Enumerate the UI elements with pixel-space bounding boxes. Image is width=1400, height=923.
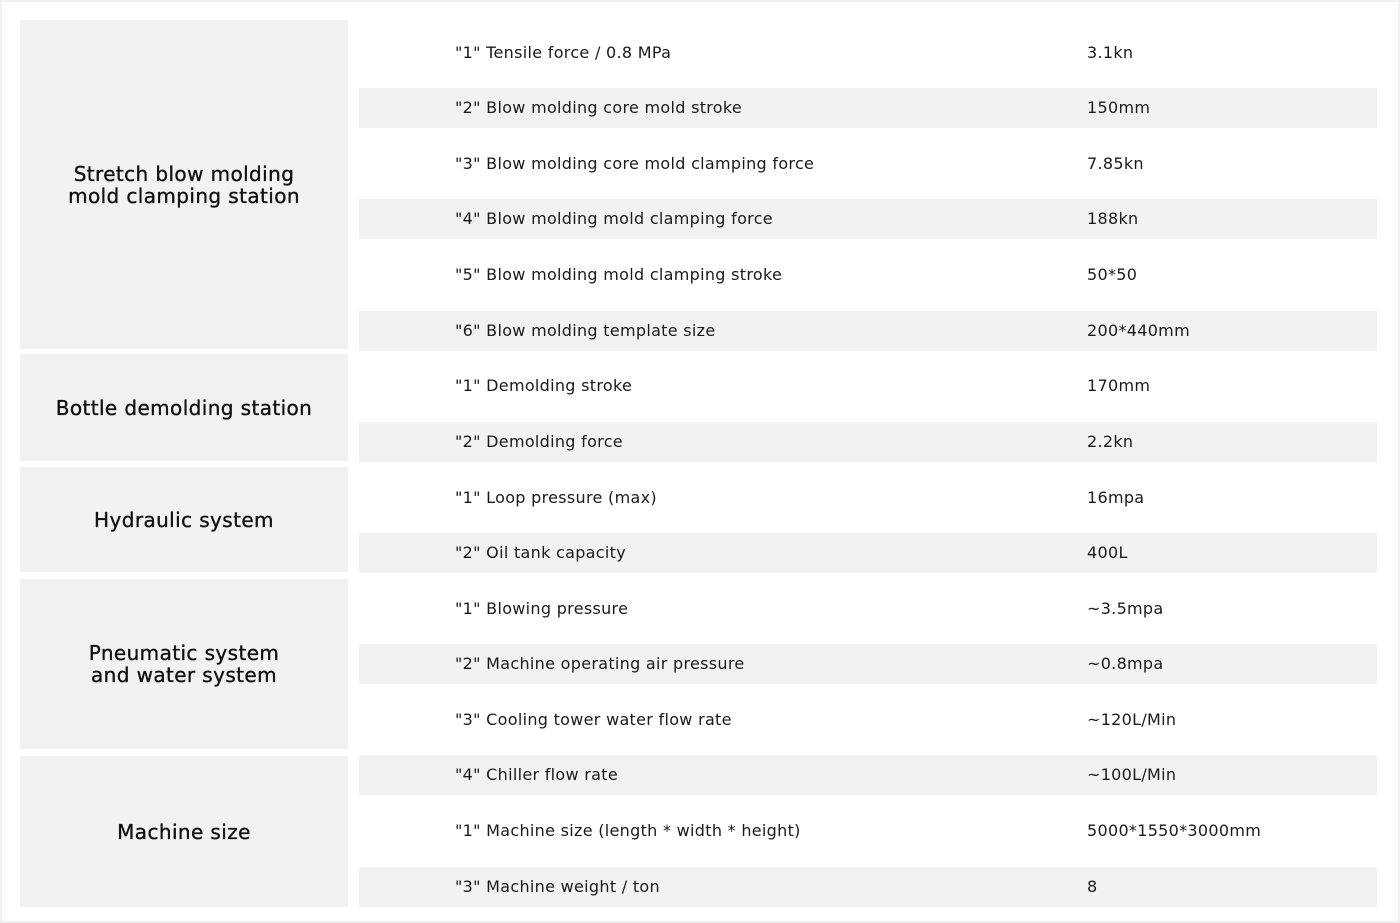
param-name: "1" Demolding stroke bbox=[455, 376, 633, 395]
param-name: "4" Blow molding mold clamping force bbox=[455, 209, 773, 228]
param-value: ~0.8mpa bbox=[1087, 654, 1164, 673]
table-row bbox=[359, 311, 1377, 351]
table-row bbox=[359, 644, 1377, 684]
category-label: Bottle demolding station bbox=[55, 395, 313, 420]
table-row bbox=[359, 700, 1377, 740]
param-name: "6" Blow molding template size bbox=[455, 321, 716, 340]
param-value: 170mm bbox=[1087, 376, 1151, 395]
category-label: Machine size bbox=[117, 819, 251, 844]
param-name: "1" Machine size (length * width * height) bbox=[455, 821, 801, 840]
param-value: 188kn bbox=[1087, 209, 1139, 228]
param-value: 400L bbox=[1087, 543, 1128, 562]
param-value: 2.2kn bbox=[1087, 432, 1134, 451]
param-value: 16mpa bbox=[1087, 488, 1145, 507]
table-row bbox=[359, 144, 1377, 184]
param-value: 150mm bbox=[1087, 98, 1151, 117]
category-label: Stretch blow molding mold clamping station bbox=[68, 161, 300, 208]
category-cell-stretch-blow-molding bbox=[20, 20, 348, 349]
param-value: ~3.5mpa bbox=[1087, 599, 1164, 618]
param-name: "1" Loop pressure (max) bbox=[455, 488, 657, 507]
category-cell-pneumatic-water-system bbox=[20, 579, 348, 749]
category-cell-bottle-demolding bbox=[20, 354, 348, 461]
category-cell-machine-size bbox=[20, 756, 348, 907]
category-label: Pneumatic system and water system bbox=[88, 641, 280, 687]
param-name: "5" Blow molding mold clamping stroke bbox=[455, 265, 783, 284]
param-name: "3" Cooling tower water flow rate bbox=[455, 710, 732, 729]
param-name: "4" Chiller flow rate bbox=[455, 765, 618, 784]
table-row bbox=[359, 867, 1377, 907]
category-cell-hydraulic-system bbox=[20, 467, 348, 572]
table-row bbox=[359, 755, 1377, 795]
table-row bbox=[359, 255, 1377, 295]
param-name: "2" Demolding force bbox=[455, 432, 623, 451]
param-value: 3.1kn bbox=[1087, 43, 1134, 62]
param-value: 50*50 bbox=[1087, 265, 1138, 284]
table-row bbox=[359, 366, 1377, 406]
param-name: "2" Blow molding core mold stroke bbox=[455, 98, 743, 117]
param-name: "2" Machine operating air pressure bbox=[455, 654, 745, 673]
param-name: "3" Blow molding core mold clamping force bbox=[455, 154, 815, 173]
table-row bbox=[359, 811, 1377, 851]
param-value: ~120L/Min bbox=[1087, 710, 1177, 729]
param-value: 8 bbox=[1087, 877, 1098, 896]
table-row bbox=[359, 33, 1377, 73]
param-value: 5000*1550*3000mm bbox=[1087, 821, 1262, 840]
table-row bbox=[359, 422, 1377, 462]
param-name: "3" Machine weight / ton bbox=[455, 877, 660, 896]
param-name: "2" Oil tank capacity bbox=[455, 543, 626, 562]
param-value: ~100L/Min bbox=[1087, 765, 1177, 784]
table-row bbox=[359, 533, 1377, 573]
param-name: "1" Blowing pressure bbox=[455, 599, 629, 618]
category-label: Hydraulic system bbox=[94, 507, 274, 532]
param-name: "1" Tensile force / 0.8 MPa bbox=[455, 43, 672, 62]
param-value: 200*440mm bbox=[1087, 321, 1190, 340]
table-row bbox=[359, 88, 1377, 128]
table-row bbox=[359, 199, 1377, 239]
table-row bbox=[359, 589, 1377, 629]
param-value: 7.85kn bbox=[1087, 154, 1144, 173]
table-row bbox=[359, 478, 1377, 518]
